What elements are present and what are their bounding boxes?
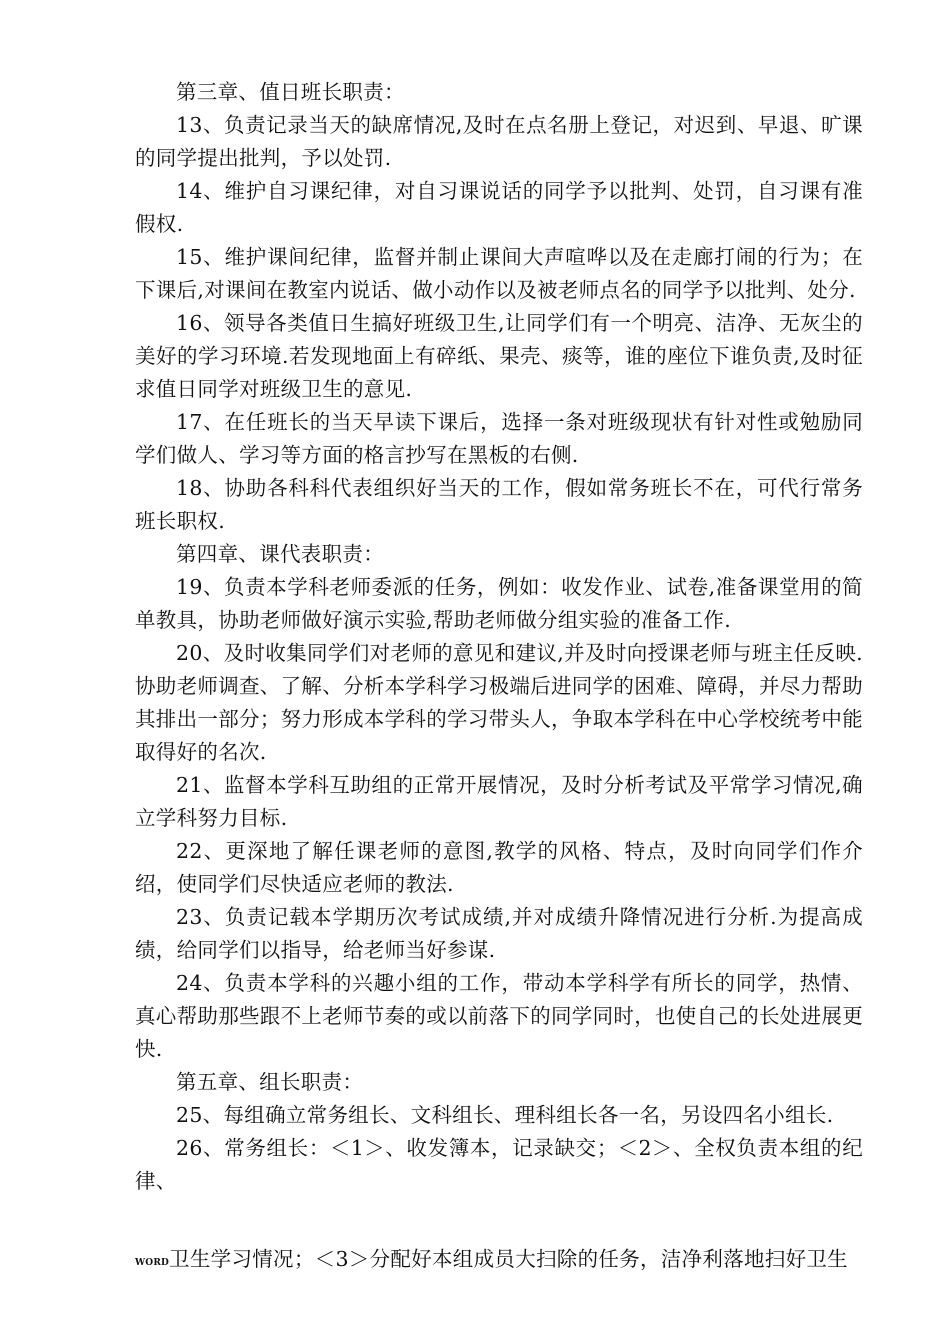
rule-paragraph: 25、每组确立常务组长、文科组长、理科组长各一名，另设四名小组长. [176, 1103, 834, 1127]
chapter-heading: 第四章、课代表职责： [176, 542, 384, 566]
rule-paragraph: 16、领导各类值日生搞好班级卫生,让同学们有一个明亮、洁净、无灰尘的美好的学习环境.若发现地面上有碎纸、果壳、痰等，谁的座位下谁负责,及时征求值日同学对班级卫生的意见. [135, 311, 863, 401]
rule-paragraph: 14、维护自习课纪律，对自习课说话的同学予以批判、处罚，自习课有准假权. [135, 179, 863, 236]
rule-paragraph: 22、更深地了解任课老师的意图,教学的风格、特点，及时向同学们作介绍，使同学们尽快适应老师的教法. [135, 839, 863, 896]
chapter-heading: 第三章、值日班长职责： [176, 80, 405, 104]
rule-paragraph: 23、负责记载本学期历次考试成绩,并对成绩升降情况进行分析.为提高成绩，给同学们以指导，给老师当好参谋. [135, 905, 863, 962]
rule-paragraph: 21、监督本学科互助组的正常开展情况，及时分析考试及平常学习情况,确立学科努力目标. [135, 773, 863, 830]
rule-paragraph: 19、负责本学科老师委派的任务，例如：收发作业、试卷,准备课堂用的简单教具，协助老师做好演示实验,帮助老师做分组实验的准备工作. [135, 575, 863, 632]
rule-paragraph: 15、维护课间纪律，监督并制止课间大声喧哗以及在走廊打闹的行为；在下课后,对课间在教室内说话、做小动作以及被老师点名的同学予以批判、处分. [135, 245, 863, 302]
chapter-heading: 第五章、组长职责： [176, 1070, 364, 1094]
rule-paragraph: 17、在任班长的当天早读下课后，选择一条对班级现状有针对性或勉励同学们做人、学习等方面的格言抄写在黑板的右侧. [135, 410, 863, 467]
footer-text: 卫生学习情况；＜3＞分配好本组成员大扫除的任务，洁净利落地扫好卫生 [169, 1247, 848, 1271]
page-footer [135, 1243, 863, 1280]
rule-paragraph: 20、及时收集同学们对老师的意见和建议,并及时向授课老师与班主任反映.协助老师调查、了解、分析本学科学习极端后进同学的困难、障碍，并尽力帮助其排出一部分；努力形成本学科的学习带头人，争取本学科在中心学校统考中能取得好的名次. [135, 641, 863, 764]
rule-paragraph: 24、负责本学科的兴趣小组的工作，带动本学科学有所长的同学，热情、真心帮助那些跟不上老师节奏的或以前落下的同学同时，也使自己的长处进展更快. [135, 971, 863, 1061]
footer-word-tag: WORD [135, 1258, 170, 1268]
rule-paragraph: 18、协助各科科代表组织好当天的工作，假如常务班长不在，可代行常务班长职权. [135, 476, 863, 533]
rule-paragraph: 13、负责记录当天的缺席情况,及时在点名册上登记，对迟到、早退、旷课的同学提出批判，予以处罚. [135, 113, 863, 170]
rule-paragraph: 26、常务组长：＜1＞、收发簿本，记录缺交；＜2＞、全权负责本组的纪律、 [135, 1136, 863, 1193]
document-body [135, 76, 863, 1198]
